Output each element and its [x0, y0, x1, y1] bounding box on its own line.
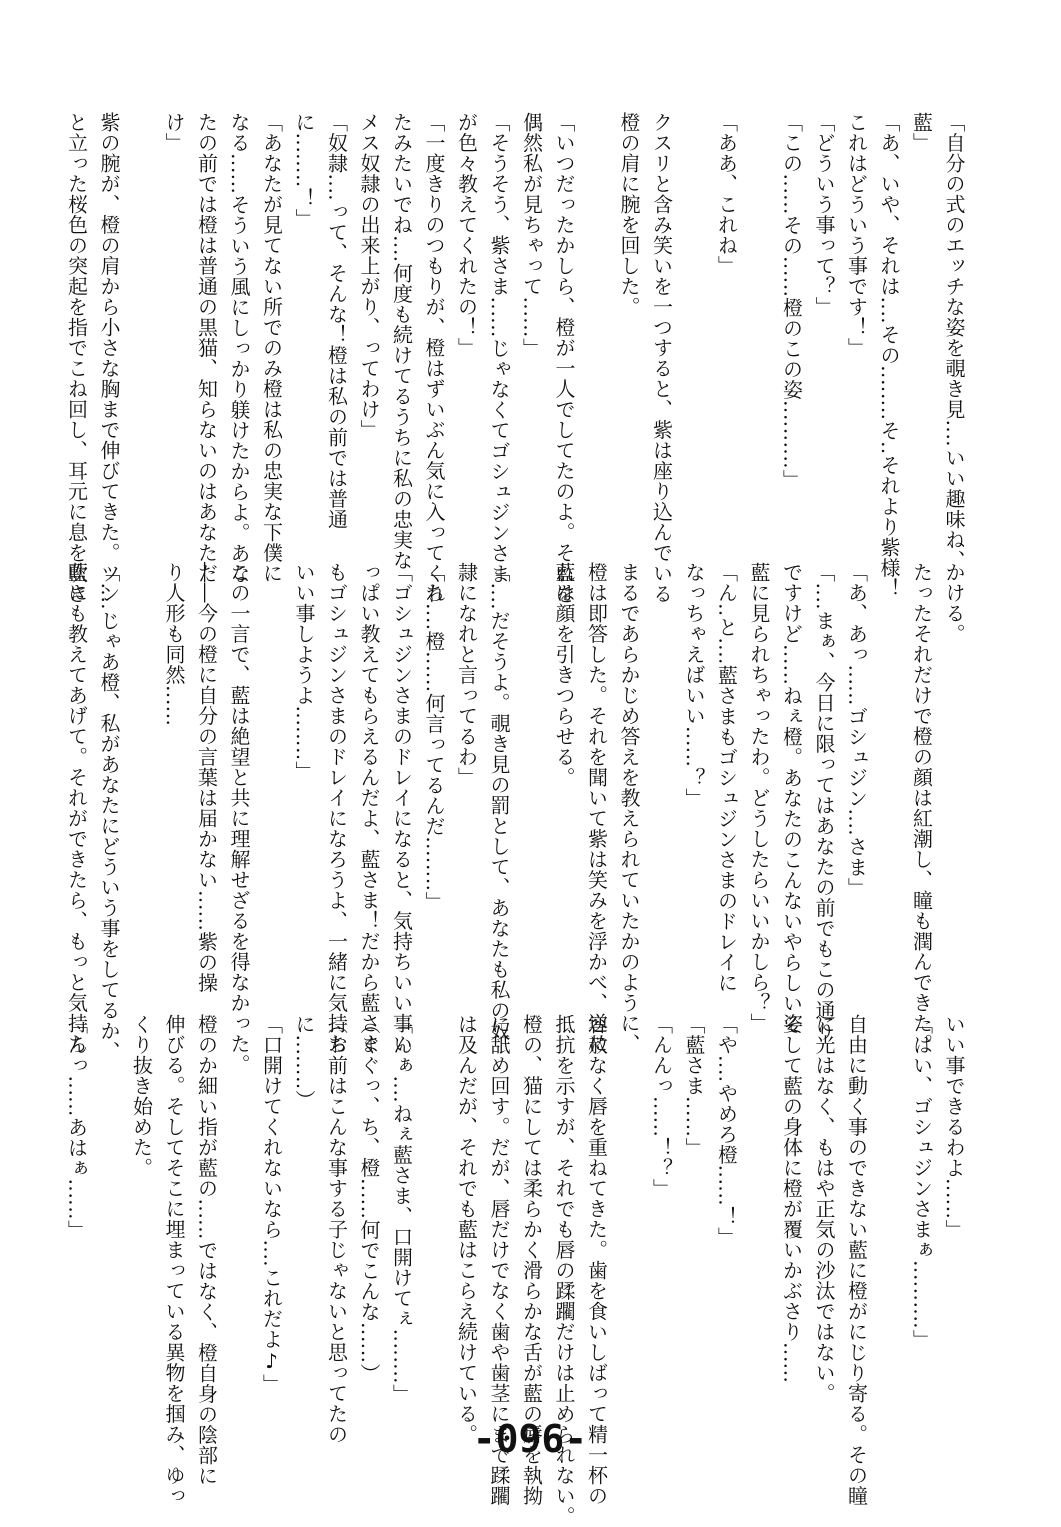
text-line: 「一度きりのつもりが、橙はずいぶん気に入ってくれ [422, 112, 446, 604]
text-line [645, 562, 678, 962]
text-line: に光はなく、もはや正気の沙汰ではない。 [812, 1014, 836, 1404]
text-line: 藍にも教えてあげて。それができたら、もっと気持ち [64, 562, 89, 1054]
text-line: 抵抗を示すが、それでも唇の蹂躙だけは止められない。 [552, 1014, 576, 1527]
text-line: 「んっ‥‥‥あはぁ‥‥‥」 [64, 1014, 89, 1241]
text-line: 偶然私が見ちゃって‥‥‥」 [519, 112, 544, 359]
text-line: なっちゃえばいい‥‥‥？」 [682, 562, 706, 809]
text-line: 「自分の式のエッチな姿を覗き見‥‥いい趣味ね、 [942, 112, 966, 571]
text-line: （ぐぐっ、ち、橙‥‥‥何でこんな‥‥‥） [357, 1014, 381, 1385]
text-line: なる‥‥‥そういう風にしっかり躾けたからよ。あな [227, 112, 251, 585]
text-line: たみたいでね‥‥何度も続けてるうちに私の忠実な [389, 112, 414, 571]
text-line: 「藍さま‥‥‥」 [682, 1014, 706, 1159]
text-line: 橙の肩に腕を回した。 [617, 112, 641, 317]
text-line: （お前はこんな事する子じゃないと思ってたの [324, 1014, 349, 1445]
text-line: 藍は顔を引きつらせる。 [552, 562, 576, 788]
text-line: 橙は即答した。それを聞いて紫は笑みを浮かべ、逆に [584, 562, 609, 1054]
text-line: クスリと含み笑いを一つすると、紫は座り込んでいる [649, 112, 674, 604]
text-line [125, 562, 158, 962]
text-line [743, 112, 776, 512]
text-line: 橙のか細い指が藍の‥‥‥ではなく、橙自身の陰部に [194, 1014, 219, 1487]
text-line: 「口開けてくれないなら‥‥これだよ♪」 [259, 1014, 284, 1395]
text-line: 「ち‥‥橙‥‥‥何言ってるんだ‥‥‥‥」 [422, 562, 446, 913]
text-line: ですけど‥‥‥ねぇ橙。あなたのこんないやらしい姿 [779, 562, 804, 1035]
text-line [580, 112, 613, 512]
text-line: と立った桜色の突起を指でこね回し、耳元に息を吹き [64, 112, 89, 604]
text-line [873, 562, 906, 962]
text-line: いい事しようよ‥‥‥‥」 [292, 562, 316, 782]
text-line: かける。 [942, 562, 966, 644]
text-line: 「ああ、これね」 [714, 112, 739, 276]
text-line: 「ゴシュジンさまのドレイになると、気持ちいい事い [389, 562, 414, 1054]
text-line: 「‥‥じゃあ橙、私があなたにどういう事をしてるか、 [97, 562, 121, 1062]
text-line: 「そうそう、紫さま‥‥‥じゃなくてゴシュジンさま [487, 112, 511, 585]
text-line: に‥‥‥‥） [292, 1014, 316, 1111]
text-block-middle [64, 562, 970, 1075]
text-line: 藍」 [909, 112, 934, 153]
text-line [678, 112, 711, 512]
text-line: っぱい教えてもらえるんだよ、藍さま！だから藍さま [357, 562, 381, 1054]
text-line: 紫の腕が、橙の肩から小さな胸まで伸びてきた。ツン [97, 112, 121, 604]
page-number: -096- [472, 1417, 588, 1461]
text-line [515, 562, 548, 962]
text-line: 隷になれと言ってるわ」 [454, 562, 479, 788]
text-line: 「この‥‥‥その‥‥‥橙のこの姿‥‥‥‥‥」 [779, 112, 804, 490]
text-line: 「あ、いや、それは‥‥その‥‥‥‥そ‥それより紫様！ [877, 112, 901, 599]
text-line: メス奴隷の出来上がり、ってわけ」 [357, 112, 381, 440]
text-line: たの前では橙は普通の黒猫、知らないのはあなただ [194, 112, 219, 584]
text-line: 容赦なく唇を重ねてきた。歯を食いしばって精一杯の [584, 1014, 609, 1506]
text-line: は及んだが、それでも藍はこらえ続けている。 [454, 1014, 479, 1445]
text-line [613, 1014, 646, 1414]
text-line: に‥‥‥‥！」 [292, 112, 316, 229]
text-line: が色々教えてくれたの！」 [454, 112, 479, 358]
text-line [93, 1014, 126, 1414]
text-line: 「奴隷‥‥って、そんな！橙は私の前では普通 [324, 112, 349, 530]
text-line [873, 1014, 906, 1414]
text-line: 「いつだったかしら、橙が一人でしてたのよ。それを [552, 112, 576, 604]
text-line: もゴシュジンさまのドレイになろうよ、一緒に気持ち [324, 562, 349, 1054]
text-line: 「はい、ゴシュジンさまぁ‥‥‥‥‥」 [909, 1014, 934, 1350]
text-line [223, 1014, 256, 1414]
text-line: 「んぁ‥‥ねぇ藍さま、口開けてぇ‥‥‥‥」 [389, 1014, 414, 1405]
text-line: この一言で、藍は絶望と共に理解せざるを得なかった。 [227, 562, 251, 1075]
text-line [418, 1014, 451, 1414]
text-line [255, 562, 288, 962]
text-line: 橙の、猫にしては柔らかく滑らかな舌が藍の唇を執拗 [519, 1014, 544, 1506]
text-line: 「あなたが見てない所でのみ橙は私の忠実な下僕に [259, 112, 284, 584]
text-line: 「んんっ‥‥‥！？」 [649, 1014, 674, 1200]
text-line: け」 [162, 112, 186, 153]
text-line: 「‥‥だそうよ。覗き見の罰として、あなたも私の奴 [487, 562, 511, 1041]
text-line: たったそれだけで橙の顔は紅潮し、瞳も潤んできた。 [909, 562, 934, 1054]
text-line: 「どういう事って？」 [812, 112, 836, 317]
text-line: に舐め回す。だが、唇だけでなく歯や歯茎にまで蹂躙 [487, 1014, 511, 1506]
text-line: り人形も同然‥‥‥ [162, 562, 186, 727]
text-line: いい事できるわよ‥‥‥」 [942, 1014, 966, 1241]
text-line [125, 112, 158, 512]
text-line: これはどういう事です！」 [844, 112, 869, 358]
text-line: くり抜き始めた。 [129, 1014, 154, 1178]
text-line: 伸びる。そしてそこに埋まっている異物を掴み、ゆっ [162, 1014, 186, 1506]
text-line: 「ん‥と‥‥藍さまもゴシュジンさまのドレイに [714, 562, 739, 994]
text-line [743, 1014, 776, 1414]
text-line: 藍に見られちゃったわ。どうしたらいいかしら？」 [747, 562, 771, 1034]
text-line: 「あ、あっ‥‥‥ゴシュジン‥‥さま」 [844, 562, 869, 898]
text-line: まるであらかじめ答えを教えられていたかのように、 [617, 562, 641, 1054]
text-line: 自由に動く事のできない藍に橙がにじり寄る。その瞳 [844, 1014, 869, 1506]
text-line: そして藍の身体に橙が覆いかぶさり‥‥‥ [779, 1014, 804, 1384]
text-line: ――今の橙に自分の言葉は届かない‥‥‥紫の操 [194, 562, 219, 994]
text-line: 「や‥‥やめろ橙‥‥‥！」 [714, 1014, 739, 1248]
text-line: 「‥‥まぁ、今日に限ってはあなたの前でもこの通り [812, 562, 836, 1041]
